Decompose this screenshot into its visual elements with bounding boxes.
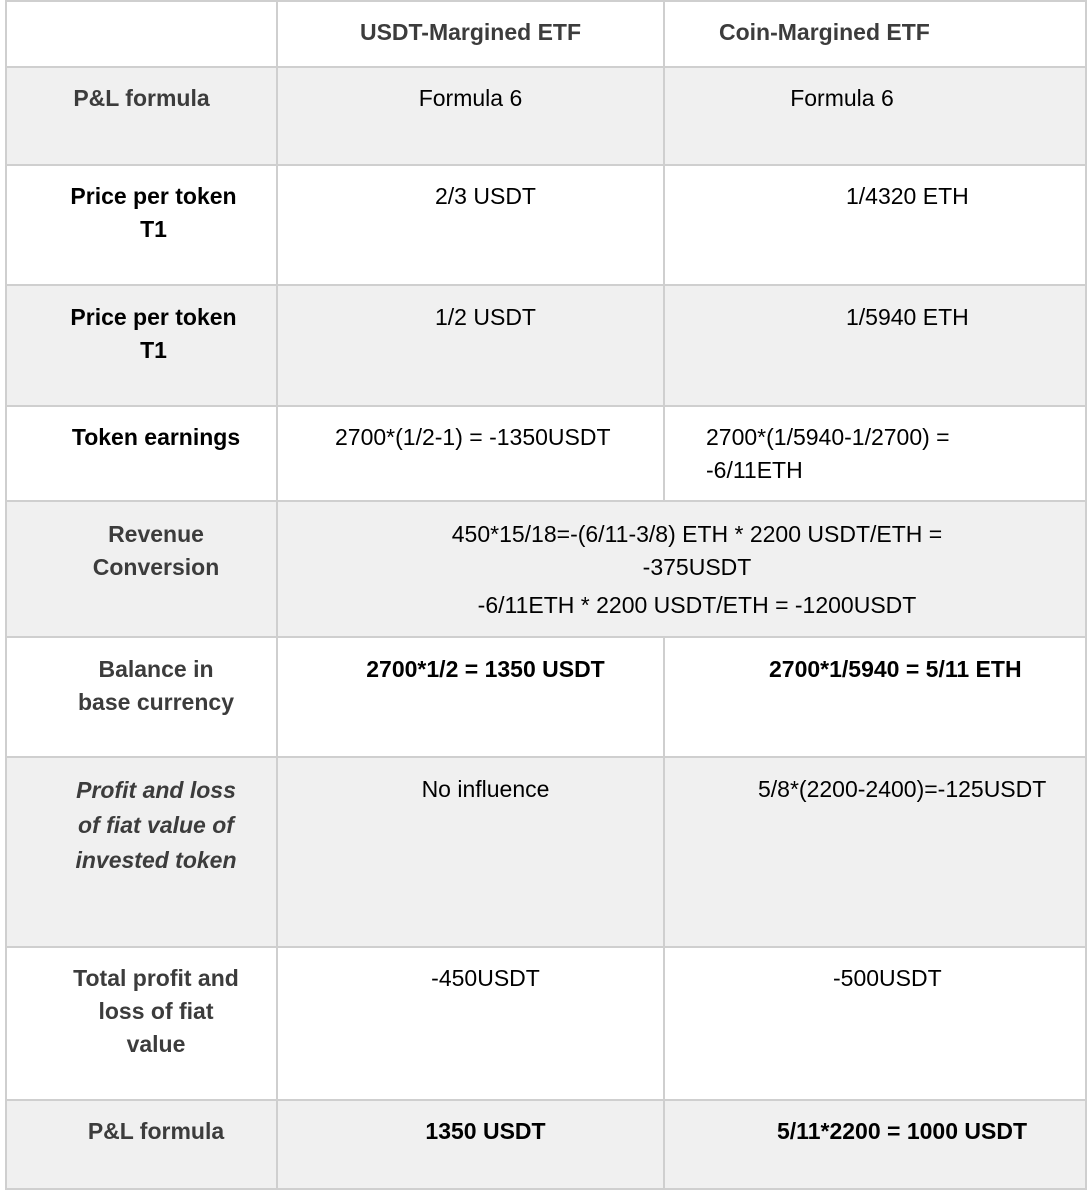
row-label-line: loss of fiat <box>98 998 214 1024</box>
cell-price-t1-b-coin: 1/5940 ETH <box>846 304 969 330</box>
cell-pl-formula-final-usdt: 1350 USDT <box>425 1118 546 1144</box>
cell-fiat-pl-usdt: No influence <box>421 776 550 802</box>
cell-line: 2700*(1/5940-1/2700) = <box>706 424 950 450</box>
grid-line <box>5 756 1087 758</box>
row-label-line: T1 <box>140 337 167 363</box>
cell-total-pl-usdt: -450USDT <box>431 965 540 991</box>
grid-line <box>5 1188 1087 1190</box>
cell-price-t1-a-usdt: 2/3 USDT <box>435 183 536 209</box>
row-label-pl-formula-final: P&L formula <box>87 1118 225 1144</box>
grid-line <box>5 405 1087 407</box>
grid-line <box>5 1099 1087 1101</box>
grid-line <box>5 946 1087 948</box>
row-label-line: of fiat value of <box>78 812 234 838</box>
cell-balance-usdt: 2700*1/2 = 1350 USDT <box>366 656 605 682</box>
row-label-line: Conversion <box>92 554 220 580</box>
row-label-line: Profit and loss <box>76 777 236 803</box>
grid-line <box>5 284 1087 286</box>
grid-line <box>663 0 665 501</box>
grid-line <box>5 164 1087 166</box>
grid-line <box>5 636 1087 638</box>
row-label-balance <box>5 653 307 719</box>
row-label-line: Total profit and <box>73 965 239 991</box>
row-label-price-t1-b <box>5 301 302 367</box>
row-label-line: value <box>126 1031 186 1057</box>
row-label-pl-formula: P&L formula <box>73 85 210 111</box>
cell-token-earnings-coin <box>706 421 1081 487</box>
cell-revenue-conversion <box>278 518 1092 622</box>
grid-line <box>5 0 1087 2</box>
cell-price-t1-a-coin: 1/4320 ETH <box>846 183 969 209</box>
cell-line: -6/11ETH <box>706 457 803 483</box>
cell-line: -375USDT <box>642 554 752 580</box>
row-label-line: invested token <box>75 847 237 873</box>
grid-line <box>663 636 665 1190</box>
row-label-token-earnings: Token earnings <box>71 424 241 450</box>
cell-pl-formula-coin: Formula 6 <box>790 85 894 111</box>
row-label-revenue-conversion <box>5 518 307 584</box>
cell-line: 450*15/18=-(6/11-3/8) ETH * 2200 USDT/ETH = <box>451 521 943 547</box>
row-label-line: Balance in <box>98 656 214 682</box>
cell-pl-formula-final-coin: 5/11*2200 = 1000 USDT <box>777 1118 1027 1144</box>
row-label-fiat-pl <box>5 773 307 878</box>
cell-pl-formula-usdt: Formula 6 <box>418 85 523 111</box>
row-label-line: T1 <box>140 216 167 242</box>
grid-line <box>5 500 1087 502</box>
cell-line: -6/11ETH * 2200 USDT/ETH = -1200USDT <box>477 592 917 618</box>
row-label-total-pl <box>5 962 307 1061</box>
cell-fiat-pl-coin: 5/8*(2200-2400)=-125USDT <box>758 776 1047 802</box>
grid-line <box>5 66 1087 68</box>
cell-balance-coin: 2700*1/5940 = 5/11 ETH <box>769 656 1022 682</box>
row-label-line: Price per token <box>70 304 237 330</box>
row-label-line: base currency <box>78 689 234 715</box>
row-label-line: Price per token <box>70 183 237 209</box>
header-coin-margined: Coin-Margined ETF <box>719 19 930 45</box>
header-usdt-margined: USDT-Margined ETF <box>359 19 582 45</box>
cell-total-pl-coin: -500USDT <box>833 965 942 991</box>
cell-token-earnings-usdt: 2700*(1/2-1) = -1350USDT <box>335 424 611 450</box>
row-label-price-t1-a <box>5 180 302 246</box>
row-label-line: Revenue <box>108 521 204 547</box>
cell-price-t1-b-usdt: 1/2 USDT <box>435 304 536 330</box>
